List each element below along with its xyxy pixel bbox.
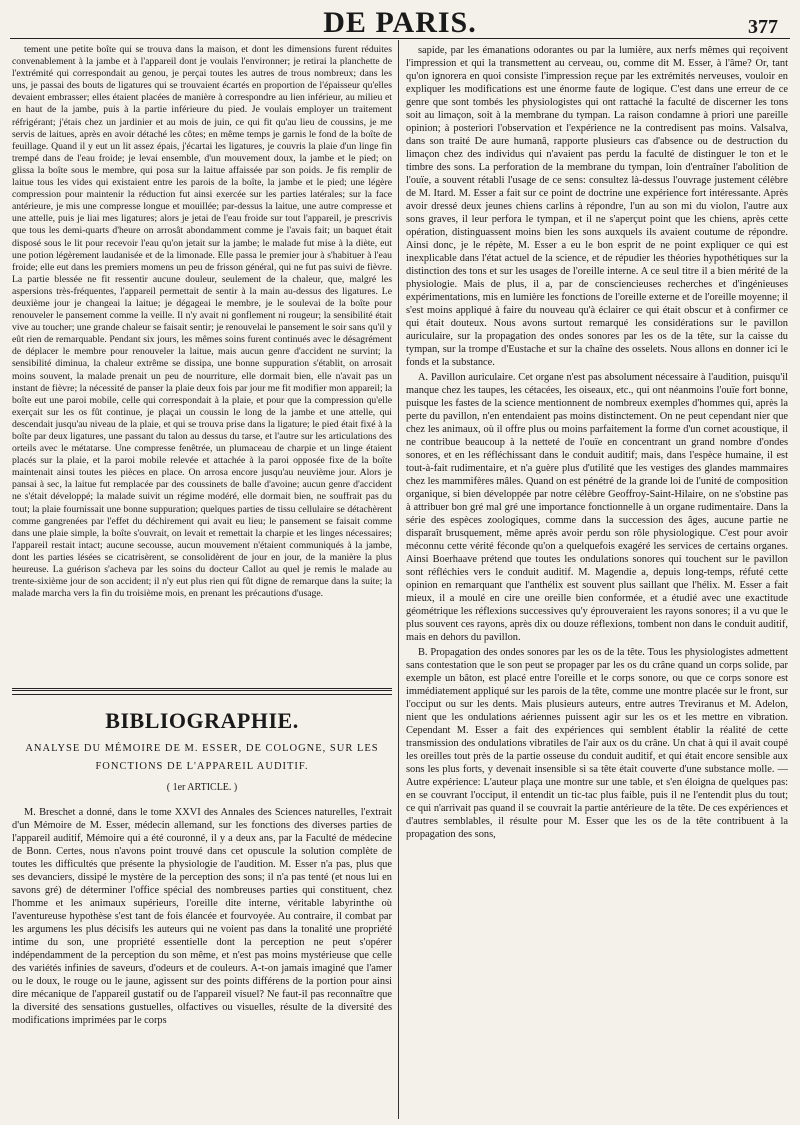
left-column-article [12, 44, 392, 684]
column-divider [398, 40, 399, 1119]
right-column [406, 44, 788, 1119]
paragraph: M. Breschet a donné, dans le tome XXVI des Annales des Sciences naturelles, l'extrait d'un Mémoire de M. Esser, médecin allemand, sur les fonctions des diverses parties de l'appareil auditif, Mémoire qui a été couronné, il y a deux ans, par la Faculté de médecine de Bonn. Certes, nous n'avons point trouvé dans cet opuscule la solution complète de toutes les difficultés que présente la physiologie de l'audition. M. Esser n'a pas, plus que ses devanciers, dissipé le mystère de la perception des sons; il n'a pas tenté (et nous lui en savons gré) de déterminer l'office spécial des nombreuses parties qui constituent, chez l'homme et les animaux supérieurs, l'oreille dite interne, véritable labyrinthe où l'aventureuse hypothèse s'est tant de fois élancée et fourvoyée. Au contraire, il combat par les argumens les plus décisifs les auteurs qui ne voient pas dans la tonalité une propriété intime du son, une propriété essentielle dont la perception ne peut s'opérer indépendamment de la perception du son même, et n'est pas moins mystérieuse que celle des variétés infinies de saveurs, d'odeurs et de couleurs. A-t-on jamais imaginé que l'amer ou le doux, le rouge ou le jaune, agissent sur des points différens de la portion pour ainsi dire mécanique de l'appareil gustatif ou de l'appareil visuel? Ne faut-il pas reconnaître que la diversité des sensations gustuelles, olfactives ou visuelles, résulte de la diversité des modifications imprimées par le corps [12, 807, 392, 1026]
paragraph-pavillon: A. Pavillon auriculaire. Cet organe n'est pas absolument nécessaire à l'audition, puisqu'il manque chez les taupes, les cétacées, les oiseaux, etc., qui ont néanmoins l'ouïe fort bonne, puisque les fastes de la science mentionnent de nombreux exemples d'hommes qui, après la perte du pavillon, n'en entendaient pas moins distinctement. On ne peut cependant nier que chez les animaux, où il offre plus ou moins parfaitement la forme d'un cornet acoustique, il ne contribue beaucoup à la netteté de l'ouïe en concentrant un grand nombre d'ondes sonores, et en les réfléchissant dans le conduit auditif; mais, dans l'espèce humaine, il est tout-à-fait rudimentaire, et n'a guère plus d'utilité que les vestiges des glandes mammaires chez les mammifères mâles. Quand on est pénétré de la grande loi de l'unité de composition organique, si bien développée par notre célèbre Geoffroy-Saint-Hilaire, on ne s'obstine pas à attribuer bon gré mal gré une importance fonctionnelle à un organe rudimentaire. Dans la série des espèces zoologiques, comme dans la succession des âges, aucune partie ne disparaît brusquement, même après avoir perdu son rôle physiologique. C'est pour avoir méconnu cette vérité féconde qu'on a quelquefois exagéré les services de certains organes. Ainsi Boerhaave prétend que toutes les ondulations sonores qui touchent sur le pavillon sont réfléchies vers le conduit auditif. M. Magendie a, depuis long-temps, réfuté cette opinion en remarquant que l'anthélix est souvent plus saillant que l'hélix. M. Esser a fait mieux, il a moulé en cire une oreille bien conformée, et a étudié avec une exactitude géométrique les réflexions successives qu'y éprouveraient les rayons sonores; il a vu que le plus souvent ces rayons, après dix ou douze réflexions, tombent non dans le conduit auditif, mais en dehors du pavillon. [406, 372, 788, 643]
article-subtitle: ANALYSE DU MÉMOIRE DE M. ESSER, DE COLOGNE, SUR LES FONCTIONS DE L'APPAREIL AUDITIF. [25, 743, 379, 772]
left-column-bibliography [12, 806, 392, 1120]
section-separator [12, 688, 392, 691]
section-separator-thin [12, 694, 392, 695]
running-title: DE PARIS. [323, 6, 477, 39]
paragraph: tement une petite boîte qui se trouva dans la maison, et dont les dimensions furent réduites convenablement à la jambe et à l'appareil dont je voulais l'environner; je retirai la planchette de l'extrémité qui correspondait au genou, je perçai toutes les autres de trous nombreux; dans les uns, je passai des bouts de ligatures qui se trouvaient écartés en proportion de l'épaisseur qu'elles devaient embrasser; elles étaient placées de manière à correspondre au lien inférieur, au milieu et en haut de la jambe, puis à la partie inférieure du pied. Je voulais employer un traitement réfrigérant; j'étais chez un jardinier et au mois de juin, ce qui fit qu'au lieu de coussins, je me servis de laitues, après en avoir détaché les côtes; en même temps je garnis le fond de la boîte de feuillage. Quand il y eut un lit assez épais, j'écartai les ligatures, je couvris la plaie d'un linge fin trempé dans de l'eau froide; je levai ensemble, d'un mouvement doux, la jambe et le pied; on glissa la boîte sous le membre, qui posa sur la laitue affaissée par son poids. Je fis remplir de laitue tous les vides qui existaient entre les parois de la boîte, la jambe et le pied; une légère compression pour maintenir la réduction fut ainsi exercée sur les parties latérales; sur la face antérieure, je mis une compresse longue et mouillée; par-dessus la laitue, une autre compresse et une attelle, puis je liai mes ligatures; alors je jetai de l'eau froide sur tout l'appareil, je prescrivis que tous les demi-quarts d'heure on arrosât abondamment comme je l'avais fait; un baquet était disposé sous le lit pour recevoir l'eau qu'on jetait sur la jambe; le malade fut mise à la diète, eut une potion légèrement laudanisée et de la limonade. Elle passa le premier jour à s'habituer à l'eau froide; elle eut dans les premiers momens un peu de frisson général, qui ne fut pas suivi de fièvre. La partie blessée ne fit ressentir aucune douleur, seulement de la chaleur, que, malgré les aspersions très-fréquentes, l'appareil permettait de sentir à la main au-dessus des ligatures. Le deuxième jour je changeai la laitue; je dégageai le membre, je le soulevai de la boîte pour renouveler le pansement comme la veille. Il n'y avait ni gonflement ni rougeur; la sensibilité était vive au toucher; une grande chaleur se faisait sentir; je renouvelai le pansement le soir sans qu'il y eût rien de remarquable. Pendant six jours, les mêmes soins furent continués avec le désagrément de déplacer le membre pour renouveler la laitue, mais aucun genre d'accident ne survint; la sensibilité diminua, la chaleur extrême se dissipa, une bonne suppuration s'établit, on arrosait moins souvent, la malade prenait un peu de nourriture, elle dormait bien, elle n'avait pas un instant de fièvre; la nécessité de panser la plaie deux fois par jour me fit modifier mon appareil; la boîte eut une paroi mobile, celle qui correspondait à la plaie, et pour que la compression qu'elle exerçait sur les os fût continue, je plaçai un coussin le long de la jambe et une attelle, qui descendait jusqu'au niveau de la plaie, et qui se trouva prise dans la ligature; le pied était fixé à la boîte par deux ligatures, une passant du talon au dessus du tarse, et l'autre sur les articulations des orteils avec le métatarse. Une compresse fenêtrée, un plumaceau de charpie et un linge étaient placés sur la plaie, et la paroi mobile relevée et attachée à la paroi opposée fixe de la boîte maintenait ainsi toutes les pièces en place. On arrosa encore jusqu'au neuvième jour. Alors je pansai à sec, la laitue fut remplacée par des coussinets de balle d'avoine; aucun genre d'accident ne s'était développé; la malade suivit un régime modéré, elle dormait bien, ne souffrait pas du tout; la plaie fournissait une bonne suppuration; quelques parties de tissu cellulaire se détachèrent comme gangrenées par l'effet du déchirement qui avait eu lieu; le pansement se faisait comme dans une plaie simple, la boîte s'ouvrait, on levait et remettait la charpie et les linges nécessaires; l'appareil restait intact; aucune secousse, aucun mouvement n'étaient communiqués à la jambe, dont les parties lésées se cicatrisèrent, se consolidèrent de jour en jour, de la manière la plus heureuse. La guérison s'acheva par les soins du docteur Callot au quel je remis le malade au trente-sixième jour de son accident; il n'y eut plus rien qui fût digne de remarque dans la suite; la malade marcha vers la fin du troisième mois, en prenant les précautions d'usage. [12, 44, 392, 600]
paragraph-propagation: B. Propagation des ondes sonores par les os de la tête. Tous les physiologistes admettent sans contestation que le son peut se propager par les os du crâne quand un corps solide, par exemple un bâton, est placé entre l'oreille et le corps sonore, ou que ce corps sonore est immédiatement appliqué sur les parois de la tête, comme une montre placée sur le front, sur l'occiput ou sur les dents. Mais plusieurs auteurs, entre autres Treviranus et M. Adelon, nient que les ondulations aériennes puissent agir sur les os et les mettre en vibration. Cependant M. Esser a fait des expériences qui semblent établir la réalité de cette transmission des ondulations vibratiles de l'air aux os du crâne. Un chat à qui il avait coupé les oreilles tout près de la partie osseuse du conduit auditif, et qui était encore sensible aux sons les plus forts, y devenait insensible si sa tête était couverte d'une substance molle. —Autre expérience: L'auteur plaça une montre sur une table, et s'en éloigna de quelques pas: en se couvrant l'occiput, il entendit un tic-tac plus faible, puis il ne l'entendit plus du tout; ce qui n'arrivait pas quand il se couvrait la partie antérieure de la tête. De ces expériences et d'autres semblables, il résulte pour M. Esser que les os de la tête contribuent à la propagation des sons, [406, 647, 788, 840]
article-label: ( 1er ARTICLE. ) [166, 782, 238, 793]
page-header [0, 4, 800, 38]
header-rule [10, 38, 790, 39]
paragraph: sapide, par les émanations odorantes ou par la lumière, aux nerfs mêmes qui reçoivent l'impression et qui la transmettent au cerveau, ou, comme dit M. Esser, à l'âme? Or, tant qu'on ignorera en quoi consiste l'impression reçue par les extrémités nerveuses, vouloir en expliquer les modifications est une énorme faute de logique. C'est dans une erreur de ce genre que sont tombés les physiologistes qui ont rattaché la faculté de discerner les tons soit au limaçon, soit à la membrane du tympan. La raison condamne à priori une pareille opinion; à posteriori l'observation et l'expérience ne la contredisent pas moins. Valsalva, dans son traité De aure humanâ, rapporte plusieurs cas d'absence ou de destruction du limaçon chez des individus qui n'avaient pas perdu la faculté de distinguer le ton et le timbre des sons. La perforation de la membrane du tympan, loin d'entraîner l'abolition de l'ouïe, a souvent rétabli l'usage de ce sens: consultez là-dessus l'ouvrage justement célèbre de M. Itard. M. Esser a fait sur ce point de doctrine une expérience fort intéressante. Après avoir dressé deux jeunes chiens carlins à répondre, l'un au son mi du violon, l'autre aux sons graves, il leur perfora le tympan, et il ne s'aperçut point que les chiens, après cette opération, distinguassent moins bien les sons auxquels ils avaient coutume de répondre. Ainsi donc, je le répète, M. Esser a eu le bon esprit de ne point expliquer ce qui est inexplicable dans l'état actuel de la science, et de répudier les théories hypothétiques sur la distinction des tons et sur les usages de l'oreille interne. A ce seul titre il a bien mérité de la physiologie. Mais de plus, il a, par de consciencieuses recherches et d'ingénieuses expérimentations, mis en lumière les fonctions de l'oreille externe et de l'oreille moyenne; il s'est moins appliqué à faire du nouveau qu'à éclairer ce qui était obscur et à confirmer ce qui était douteux. Nous avons surtout remarqué les considérations sur le pavillon auriculaire, sur la propagation des ondes sonores par les os de la tête, sur la caisse du tympan, sur la trompe d'Eustache et sur la chaîne des osselets. Nous allons en donner ici le fonds et la substance. [406, 45, 788, 368]
section-heading: BIBLIOGRAPHIE. [105, 708, 299, 733]
page-number: 377 [748, 16, 778, 38]
